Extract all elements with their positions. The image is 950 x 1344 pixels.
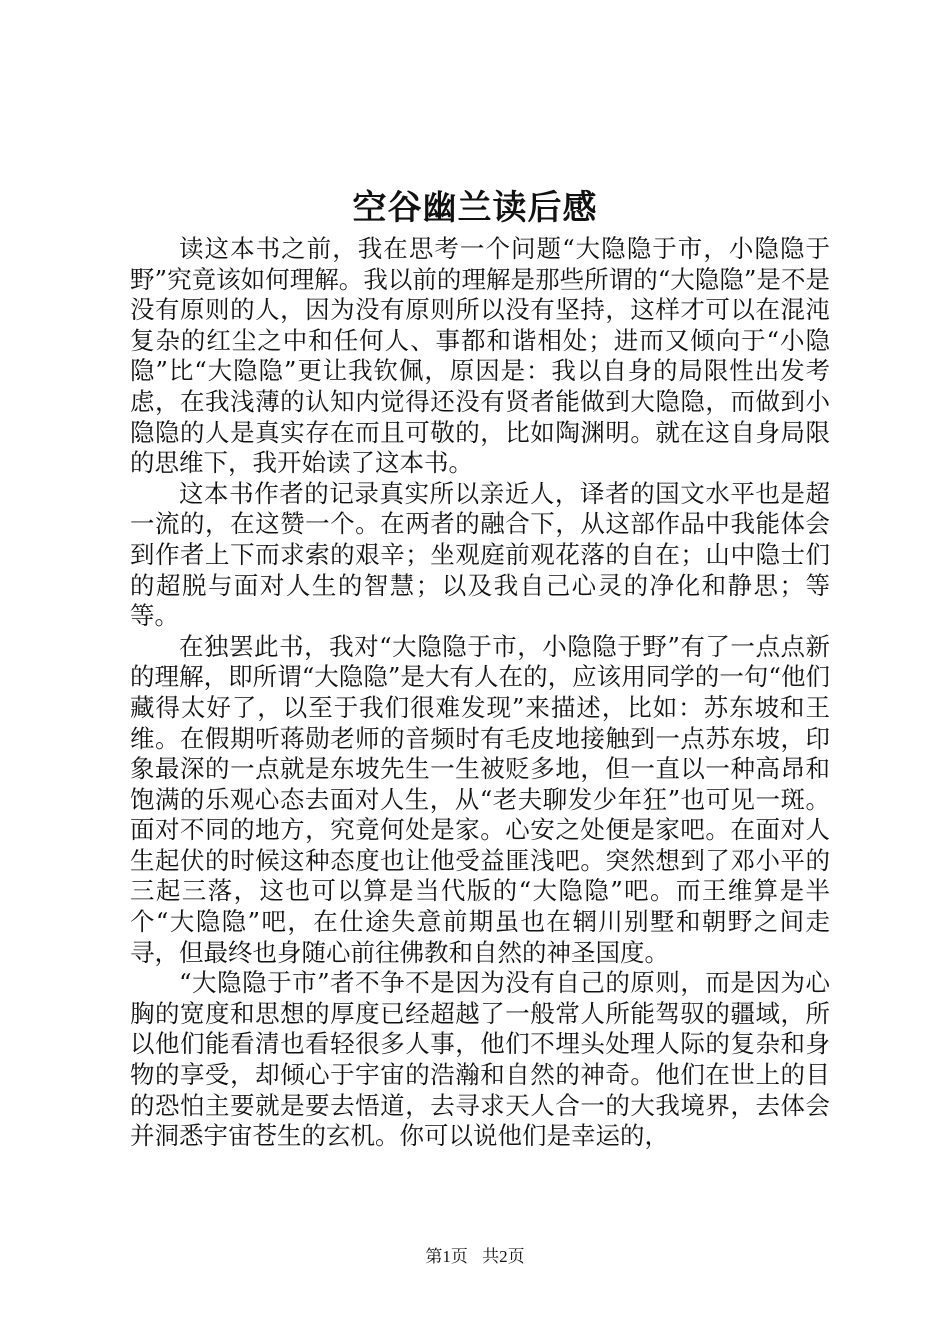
- paragraph-3: 在独罢此书，我对“大隐隐于市，小隐隐于野”有了一点点新的理解，即所谓“大隐隐”是大有人在的，应该用同学的一句“他们藏得太好了，以至于我们很难发现”来描述，比如：苏东坡和王维。在假期听蒋勋老师的音频时有毛皮地接触到一点苏东坡，印象最深的一点就是东坡先生一生被贬多地，但一直以一种高昂和饱满的乐观心态去面对人生，从“老夫聊发少年狂”也可见一斑。面对不同的地方，究竟何处是家。心安之处便是家吧。在面对人生起伏的时候这种态度也让他受益匪浅吧。突然想到了邓小平的三起三落，这也可以算是当代版的“大隐隐”吧。而王维算是半个“大隐隐”吧，在仕途失意前期虽也在辋川别墅和朝野之间走寻，但最终也身随心前往佛教和自然的神圣国度。: [130, 631, 830, 967]
- paragraph-4: “大隐隐于市”者不争不是因为没有自己的原则，而是因为心胸的宽度和思想的厚度已经超越了一般常人所能驾驭的疆域，所以他们能看清也看轻很多人事，他们不埋头处理人际的复杂和身物的享受，却倾心于宇宙的浩瀚和自然的神奇。他们在世上的目的恐怕主要就是要去悟道，去寻求天人合一的大我境界，去体会并洞悉宇宙苍生的玄机。你可以说他们是幸运的，: [130, 968, 830, 1151]
- page-footer: [0, 1245, 950, 1269]
- document-title: 空谷幽兰读后感: [352, 188, 598, 228]
- paragraph-1: 读这本书之前，我在思考一个问题“大隐隐于市，小隐隐于野”究竟该如何理解。我以前的理解是那些所谓的“大隐隐”是不是没有原则的人，因为没有原则所以没有坚持，这样才可以在混沌复杂的红尘之中和任何人、事都和谐相处；进而又倾向于“小隐隐”比“大隐隐”更让我钦佩，原因是：我以自身的局限性出发考虑，在我浅薄的认知内觉得还没有贤者能做到大隐隐，而做到小隐隐的人是真实存在而且可敬的，比如陶渊明。就在这自身局限的思维下，我开始读了这本书。: [130, 234, 830, 478]
- page-number: 第1页: [425, 1247, 468, 1266]
- document-body: [130, 234, 830, 1152]
- page-total: 共2页: [482, 1247, 525, 1266]
- paragraph-2: 这本书作者的记录真实所以亲近人，译者的国文水平也是超一流的，在这赞一个。在两者的融合下，从这部作品中我能体会到作者上下而求索的艰辛；坐观庭前观花落的自在；山中隐士们的超脱与面对人生的智慧；以及我自己心灵的净化和静思；等等。: [130, 478, 830, 631]
